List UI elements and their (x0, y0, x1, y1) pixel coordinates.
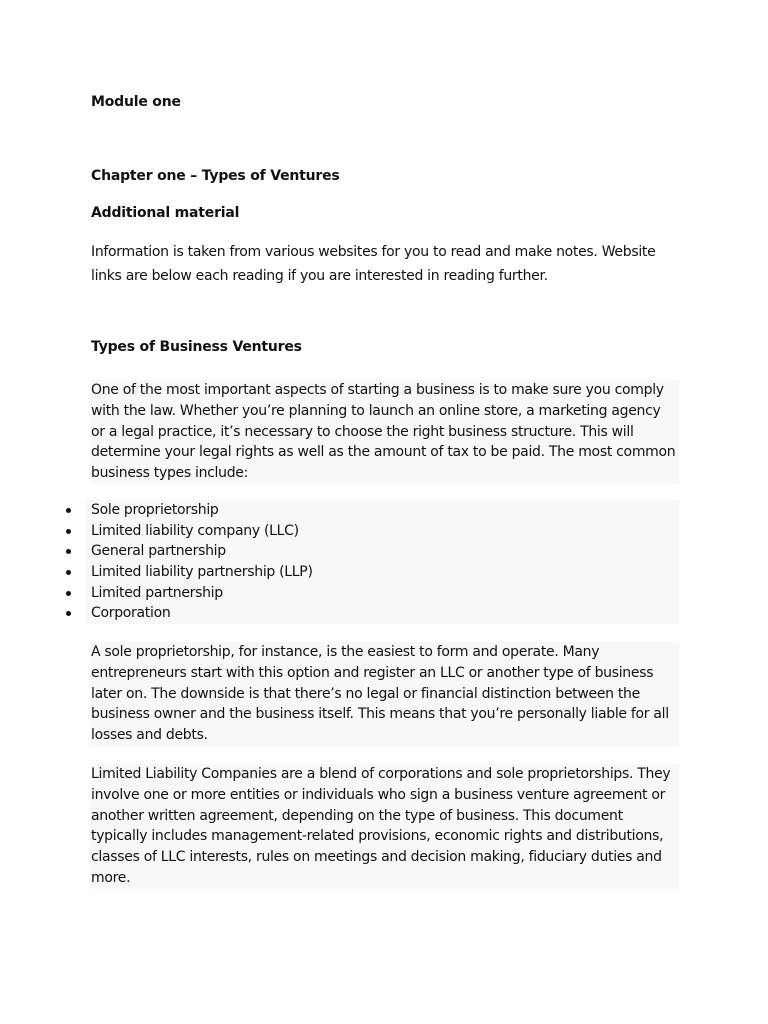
paragraph-line: business types include: (91, 465, 249, 482)
chapter-heading: Chapter one – Types of Ventures (91, 168, 340, 184)
module-heading: Module one (91, 94, 181, 110)
bullet-icon (66, 549, 71, 554)
paragraph-line: more. (91, 869, 131, 886)
list-item (0, 541, 679, 562)
intro-line: links are below each reading if you are interested in reading further. (91, 268, 548, 284)
bullet-icon (66, 591, 71, 596)
list-item (0, 562, 679, 583)
list-item (0, 583, 679, 604)
paragraph-line: or a legal practice, it’s necessary to choose the right business structure. This will (91, 423, 634, 440)
paragraph-line: losses and debts. (91, 727, 208, 744)
business-types-list (0, 500, 679, 624)
sole-proprietorship-paragraph (91, 642, 679, 747)
intro-line: Information is taken from various websites for you to read and make notes. Website (91, 244, 656, 260)
list-item (0, 521, 679, 542)
list-item-label: Corporation (91, 605, 171, 622)
list-item-label: Sole proprietorship (91, 502, 219, 518)
llc-paragraph (91, 764, 679, 889)
paragraph-line: classes of LLC interests, rules on meetings and decision making, fiduciary duties and (91, 849, 662, 866)
paragraph-line: another written agreement, depending on the type of business. This document (91, 807, 623, 824)
list-item-label: General partnership (91, 543, 226, 560)
intro-business-structure-paragraph (91, 380, 679, 484)
paragraph-line: One of the most important aspects of starting a business is to make sure you comply (91, 382, 664, 398)
list-item (0, 603, 679, 624)
bullet-icon (66, 508, 71, 513)
bullet-icon (66, 611, 71, 616)
list-item (0, 500, 679, 521)
types-of-business-ventures-heading: Types of Business Ventures (91, 339, 302, 355)
paragraph-line: determine your legal rights as well as the amount of tax to be paid. The most common (91, 444, 676, 461)
list-item-label: Limited liability company (LLC) (91, 522, 299, 539)
paragraph-line: entrepreneurs start with this option and register an LLC or another type of business (91, 664, 654, 681)
intro-paragraph (91, 240, 691, 288)
paragraph-line: business owner and the business itself. This means that you’re personally liable for all (91, 706, 669, 723)
list-item-label: Limited liability partnership (LLP) (91, 564, 313, 581)
paragraph-line: Limited Liability Companies are a blend of corporations and sole proprietorships. They (91, 766, 671, 782)
bullet-icon (66, 529, 71, 534)
paragraph-line: involve one or more entities or individuals who sign a business venture agreement or (91, 786, 666, 803)
bullet-icon (66, 570, 71, 575)
list-item-label: Limited partnership (91, 584, 223, 601)
paragraph-line: with the law. Whether you’re planning to launch an online store, a marketing agency (91, 402, 661, 419)
paragraph-line: A sole proprietorship, for instance, is the easiest to form and operate. Many (91, 644, 600, 660)
paragraph-line: typically includes management-related provisions, economic rights and distributions, (91, 828, 664, 845)
paragraph-line: later on. The downside is that there’s no legal or financial distinction between the (91, 685, 640, 702)
additional-material-heading: Additional material (91, 205, 240, 221)
